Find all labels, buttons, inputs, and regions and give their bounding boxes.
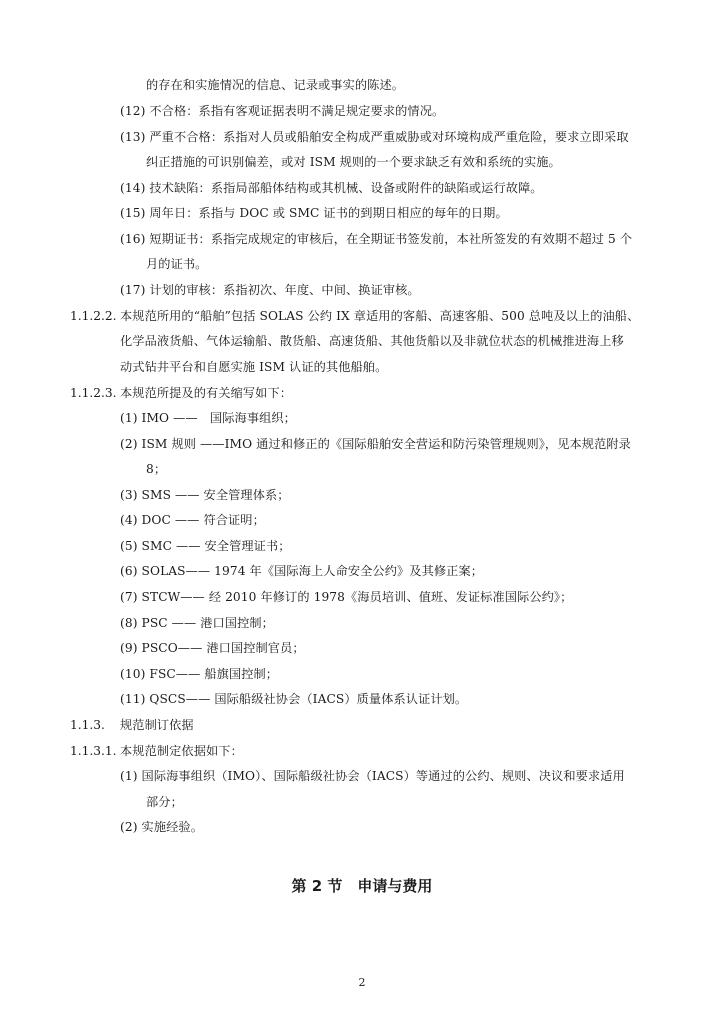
definition-12: (12) 不合格：系指有客观证据表明不满足规定要求的情况。	[120, 104, 445, 118]
continuation-line: 的存在和实施情况的信息、记录或事实的陈述。	[146, 78, 405, 92]
definition-15: (15) 周年日：系指与 DOC 或 SMC 证书的到期日相应的每年的日期。	[120, 206, 508, 220]
definition-16-line-1: (16) 短期证书：系指完成规定的审核后，在全期证书签发前，本社所签发的有效期不超过 5 个	[120, 232, 633, 246]
section-number-1-1-2-2: 1.1.2.2.	[70, 309, 117, 323]
basis-1-line-2: 部分；	[146, 795, 183, 809]
basis-2: (2) 实施经验。	[120, 820, 203, 834]
abbreviation-8: (8) PSC —— 港口国控制；	[120, 616, 274, 630]
section-1-1-2-2-line-2: 化学品液货船、气体运输船、散货船、高速货船、其他货船以及非就位状态的机械推进海上移	[120, 334, 624, 348]
definition-16-line-2: 月的证书。	[146, 257, 208, 271]
abbreviation-11: (11) QSCS—— 国际船级社协会（IACS）质量体系认证计划。	[120, 692, 468, 706]
abbreviation-7: (7) STCW—— 经 2010 年修订的 1978《海员培训、值班、发证标准国际公约》；	[120, 590, 573, 604]
section-number-1-1-2-3: 1.1.2.3.	[70, 386, 117, 400]
section-1-1-2-2-line-3: 动式钻井平台和自愿实施 ISM 认证的其他船舶。	[120, 360, 388, 374]
definition-17: (17) 计划的审核：系指初次、年度、中间、换证审核。	[120, 283, 420, 297]
abbreviation-10: (10) FSC—— 船旗国控制；	[120, 667, 279, 681]
definition-13-line-1: (13) 严重不合格：系指对人员或船舶安全构成严重威胁或对环境构成严重危险，要求立即采取	[120, 130, 629, 144]
basis-1-line-1: (1) 国际海事组织（IMO）、国际船级社协会（IACS）等通过的公约、规则、决议和要求适用	[120, 769, 625, 783]
definition-14: (14) 技术缺陷：系指局部船体结构或其机械、设备或附件的缺陷或运行故障。	[120, 181, 543, 195]
section-1-1-3-1-intro: 本规范制定依据如下：	[120, 744, 243, 758]
section-1-1-2-3-intro: 本规范所提及的有关缩写如下：	[120, 386, 293, 400]
section-1-1-3-title: 规范制订依据	[120, 718, 194, 732]
abbreviation-9: (9) PSCO—— 港口国控制官员；	[120, 641, 305, 655]
abbreviation-3: (3) SMS —— 安全管理体系；	[120, 488, 290, 502]
abbreviation-2-line-2: 8；	[146, 462, 167, 476]
abbreviation-2-line-1: (2) ISM 规则 ——IMO 通过和修正的《国际船舶安全营运和防污染管理规则》，见本规范附录	[120, 437, 631, 451]
abbreviation-1: (1) IMO —— 国际海事组织；	[120, 411, 296, 425]
abbreviation-6: (6) SOLAS—— 1974 年《国际海上人命安全公约》及其修正案；	[120, 564, 484, 578]
section-number-1-1-3: 1.1.3.	[70, 718, 105, 732]
section-1-1-2-2-line-1: 本规范所用的“船舶”包括 SOLAS 公约 IX 章适用的客船、高速客船、500 总吨及以上的油船、	[120, 309, 640, 323]
definition-13-line-2: 纠正措施的可识别偏差，或对 ISM 规则的一个要求缺乏有效和系统的实施。	[146, 155, 561, 169]
page-number: 2	[358, 976, 366, 989]
abbreviation-5: (5) SMC —— 安全管理证书；	[120, 539, 291, 553]
section-number-1-1-3-1: 1.1.3.1.	[70, 744, 117, 758]
abbreviation-4: (4) DOC —— 符合证明；	[120, 513, 265, 527]
section-heading: 第 2 节 申请与费用	[291, 877, 433, 895]
